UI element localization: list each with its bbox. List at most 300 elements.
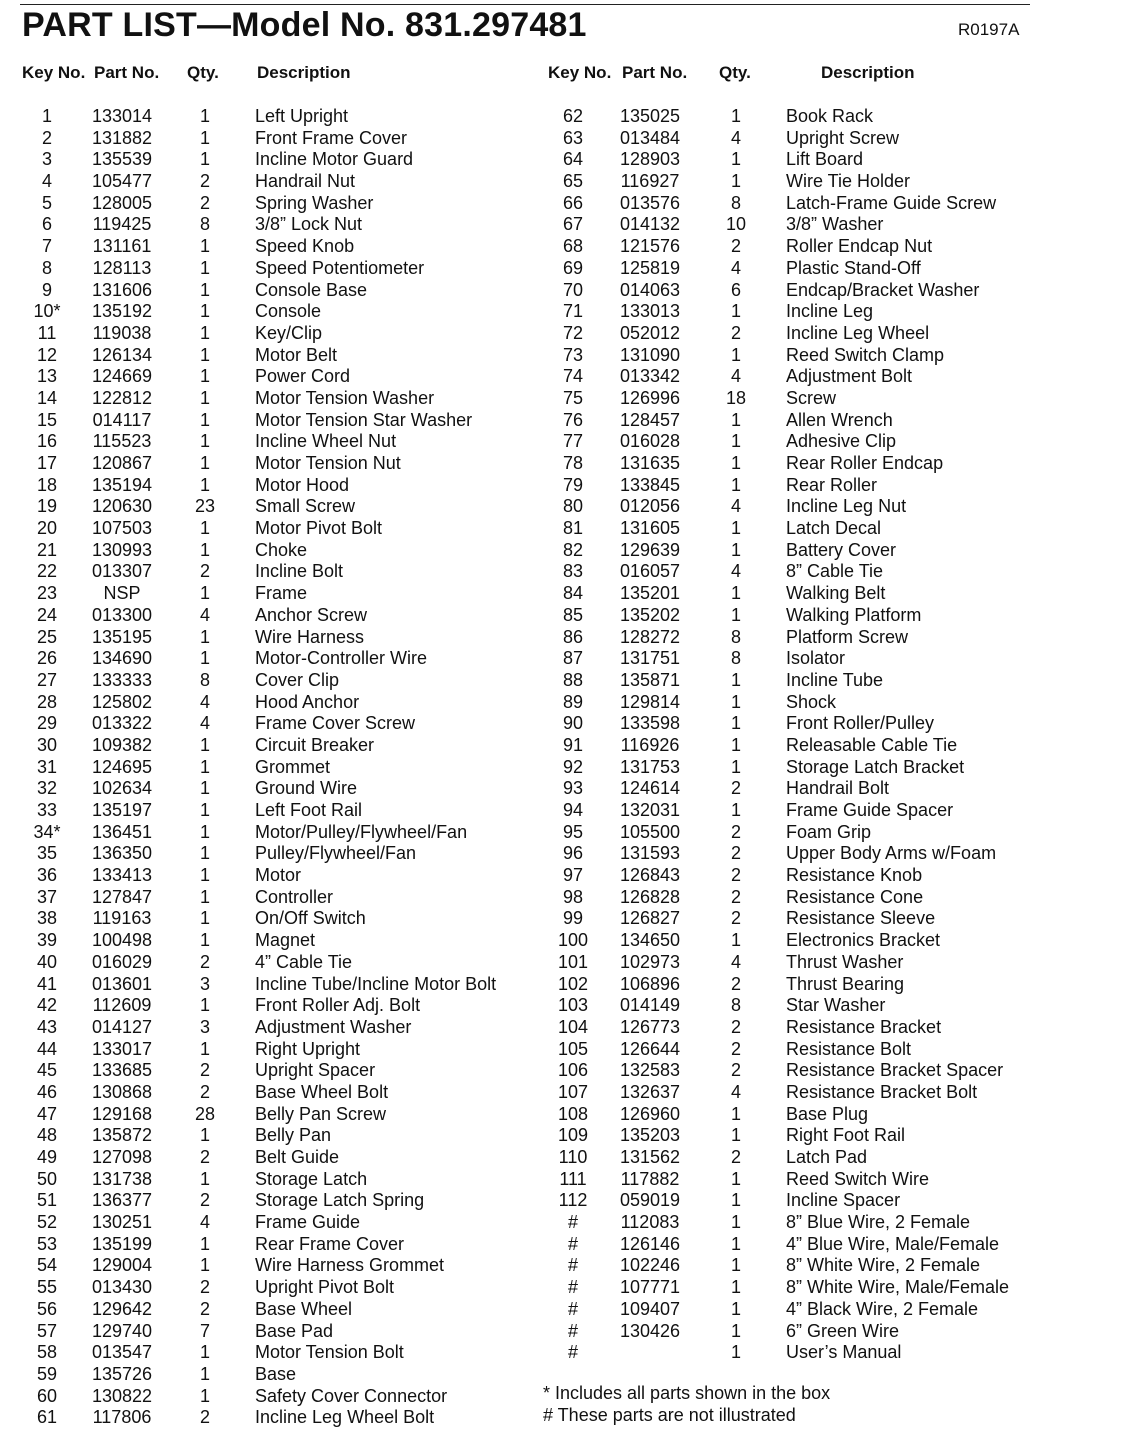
key-number: 13 bbox=[36, 366, 58, 387]
description: Circuit Breaker bbox=[255, 734, 375, 755]
quantity: 1 bbox=[730, 539, 741, 560]
description: Platform Screw bbox=[786, 626, 909, 647]
part-number: NSP bbox=[103, 583, 141, 604]
page-title: PART LIST—Model No. 831.297481 bbox=[22, 6, 587, 44]
part-number: 116927 bbox=[620, 171, 680, 192]
key-number: 18 bbox=[36, 474, 58, 495]
right-header-description: Description bbox=[821, 63, 915, 82]
key-number: 22 bbox=[36, 561, 58, 582]
part-number: 124669 bbox=[91, 366, 153, 387]
quantity: 1 bbox=[199, 279, 210, 300]
quantity: 4 bbox=[199, 604, 210, 625]
part-number: 135203 bbox=[619, 1125, 681, 1146]
description: Left Foot Rail bbox=[255, 800, 363, 820]
part-number: 136377 bbox=[91, 1190, 153, 1211]
quantity: 3 bbox=[199, 1016, 210, 1037]
part-number: 115523 bbox=[92, 431, 152, 452]
quantity: 1 bbox=[199, 756, 210, 777]
right-header-key: Key No. bbox=[548, 63, 612, 82]
quantity: 1 bbox=[199, 583, 210, 604]
part-number: 133685 bbox=[91, 1060, 153, 1081]
key-number: 2 bbox=[41, 127, 52, 148]
part-number: 135195 bbox=[91, 626, 153, 647]
quantity: 1 bbox=[199, 344, 210, 365]
key-number: 23 bbox=[36, 583, 58, 604]
quantity: 1 bbox=[730, 713, 741, 734]
part-number: 129814 bbox=[619, 691, 681, 712]
description: Handrail Bolt bbox=[786, 778, 890, 799]
part-number: 126134 bbox=[91, 344, 153, 365]
part-number: 119163 bbox=[92, 908, 152, 929]
part-number: 134690 bbox=[91, 648, 153, 669]
right-header-qty: Qty. bbox=[719, 63, 751, 82]
description: Latch Pad bbox=[786, 1147, 868, 1167]
quantity: 1 bbox=[730, 301, 741, 322]
description: Rear Roller Endcap bbox=[786, 453, 944, 473]
part-number: 126996 bbox=[619, 387, 681, 408]
key-number: 74 bbox=[562, 366, 584, 387]
key-number: 5 bbox=[41, 192, 52, 213]
part-number: 135201 bbox=[619, 583, 681, 604]
key-number: 46 bbox=[36, 1081, 58, 1102]
quantity: 1 bbox=[730, 1277, 741, 1298]
description: Incline Motor Guard bbox=[255, 149, 414, 170]
quantity: 4 bbox=[730, 1081, 741, 1102]
key-number: 35 bbox=[36, 843, 58, 864]
description: 3/8” Washer bbox=[786, 214, 884, 235]
key-number: 47 bbox=[36, 1103, 58, 1124]
key-number: 81 bbox=[562, 518, 584, 539]
part-number: 136350 bbox=[91, 843, 153, 864]
description: Reed Switch Clamp bbox=[786, 344, 945, 365]
description: Base Wheel Bolt bbox=[255, 1081, 389, 1102]
key-number: 82 bbox=[562, 539, 584, 560]
key-number: 17 bbox=[36, 453, 58, 473]
description: Ground Wire bbox=[255, 778, 358, 799]
key-number: 60 bbox=[36, 1385, 58, 1406]
quantity: 1 bbox=[730, 431, 741, 452]
part-number: 125802 bbox=[91, 691, 153, 712]
key-number: 55 bbox=[36, 1277, 58, 1298]
part-number: 016028 bbox=[619, 431, 681, 452]
quantity: 10 bbox=[725, 214, 747, 235]
quantity: 4 bbox=[730, 561, 741, 582]
quantity: 1 bbox=[199, 301, 210, 322]
description: Reed Switch Wire bbox=[786, 1168, 930, 1189]
description: Resistance Knob bbox=[786, 865, 923, 886]
quantity: 1 bbox=[199, 127, 210, 148]
description: Rear Roller bbox=[786, 474, 878, 495]
quantity: 1 bbox=[730, 669, 741, 690]
description: 4” Black Wire, 2 Female bbox=[786, 1298, 979, 1319]
description: Belt Guide bbox=[255, 1147, 340, 1167]
description: Resistance Bracket Bolt bbox=[786, 1081, 978, 1102]
description: Spring Washer bbox=[255, 192, 374, 213]
key-number: 42 bbox=[36, 995, 58, 1016]
left-header-qty: Qty. bbox=[187, 63, 219, 82]
key-number: # bbox=[567, 1320, 578, 1341]
key-number: 100 bbox=[557, 930, 589, 951]
description: 4” Blue Wire, Male/Female bbox=[786, 1233, 1000, 1254]
part-number: 013601 bbox=[91, 973, 153, 994]
description: Resistance Bolt bbox=[786, 1038, 912, 1059]
quantity: 28 bbox=[194, 1103, 216, 1124]
quantity: 2 bbox=[730, 1060, 741, 1081]
description: Storage Latch Spring bbox=[255, 1190, 425, 1211]
description: Frame bbox=[255, 583, 308, 604]
part-number: 014127 bbox=[91, 1016, 153, 1037]
key-number: 92 bbox=[562, 756, 584, 777]
key-number: 6 bbox=[41, 214, 52, 235]
quantity: 1 bbox=[730, 149, 741, 170]
quantity: 1 bbox=[199, 648, 210, 669]
quantity: 8 bbox=[199, 669, 210, 690]
quantity: 4 bbox=[199, 1212, 210, 1233]
description: User’s Manual bbox=[786, 1342, 902, 1363]
part-number: 107503 bbox=[91, 518, 153, 539]
part-number: 014149 bbox=[619, 995, 681, 1016]
description: Shock bbox=[786, 691, 837, 712]
part-number: 131635 bbox=[619, 453, 681, 473]
quantity: 2 bbox=[730, 908, 741, 929]
quantity: 1 bbox=[199, 734, 210, 755]
key-number: 53 bbox=[36, 1233, 58, 1254]
part-number: 105500 bbox=[619, 821, 681, 842]
quantity: 1 bbox=[730, 1190, 741, 1211]
key-number: 65 bbox=[562, 171, 584, 192]
left-header-key: Key No. bbox=[22, 63, 86, 82]
description: Star Washer bbox=[786, 995, 886, 1016]
quantity: 1 bbox=[199, 995, 210, 1016]
key-number: 96 bbox=[562, 843, 584, 864]
description: Book Rack bbox=[786, 106, 874, 126]
part-number: 128113 bbox=[92, 257, 152, 278]
description: Foam Grip bbox=[786, 821, 872, 842]
part-number: 016057 bbox=[619, 561, 681, 582]
quantity: 2 bbox=[199, 1407, 210, 1428]
key-number: 104 bbox=[557, 1016, 589, 1037]
description: Motor Tension Bolt bbox=[255, 1342, 404, 1363]
part-number: 119038 bbox=[92, 322, 152, 343]
quantity: 2 bbox=[199, 1060, 210, 1081]
description: Motor Hood bbox=[255, 474, 350, 495]
description: Magnet bbox=[255, 930, 316, 951]
description: Cover Clip bbox=[255, 669, 340, 690]
key-number: # bbox=[567, 1212, 578, 1233]
description: Safety Cover Connector bbox=[255, 1385, 448, 1406]
left-header-description: Description bbox=[257, 63, 351, 82]
part-number: 126828 bbox=[619, 886, 681, 907]
key-number: 86 bbox=[562, 626, 584, 647]
key-number: 62 bbox=[562, 106, 584, 126]
description: Controller bbox=[255, 886, 334, 907]
key-number: 99 bbox=[562, 908, 584, 929]
description: Walking Belt bbox=[786, 583, 886, 604]
key-number: 97 bbox=[562, 865, 584, 886]
description: Upper Body Arms w/Foam bbox=[786, 843, 997, 864]
description: Upright Spacer bbox=[255, 1060, 376, 1081]
part-number: 132637 bbox=[619, 1081, 681, 1102]
description: Upright Pivot Bolt bbox=[255, 1277, 395, 1298]
part-number: 131605 bbox=[619, 518, 681, 539]
description: Endcap/Bracket Washer bbox=[786, 279, 980, 300]
description: Incline Wheel Nut bbox=[255, 431, 397, 452]
part-number: 131882 bbox=[91, 127, 153, 148]
key-number: 78 bbox=[562, 453, 584, 473]
key-number: 8 bbox=[41, 257, 52, 278]
description: Motor Tension Nut bbox=[255, 453, 401, 473]
quantity: 8 bbox=[730, 648, 741, 669]
key-number: 45 bbox=[36, 1060, 58, 1081]
part-number: 127098 bbox=[91, 1147, 153, 1167]
quantity: 1 bbox=[199, 1038, 210, 1059]
part-number: 133598 bbox=[619, 713, 681, 734]
key-number: 71 bbox=[562, 301, 584, 322]
key-number: 54 bbox=[36, 1255, 58, 1276]
part-number: 131606 bbox=[91, 279, 153, 300]
part-number: 052012 bbox=[619, 322, 681, 343]
part-number: 131738 bbox=[91, 1168, 153, 1189]
quantity: 1 bbox=[199, 1125, 210, 1146]
description: Motor-Controller Wire bbox=[255, 648, 428, 669]
quantity: 2 bbox=[730, 236, 741, 257]
description: Thrust Bearing bbox=[786, 973, 905, 994]
description: Frame Guide Spacer bbox=[786, 800, 954, 820]
quantity: 1 bbox=[730, 734, 741, 755]
description: 8” White Wire, 2 Female bbox=[786, 1255, 981, 1276]
key-number: 75 bbox=[562, 387, 584, 408]
key-number: # bbox=[567, 1342, 578, 1363]
description: Base Pad bbox=[255, 1320, 334, 1341]
key-number: 88 bbox=[562, 669, 584, 690]
description: Frame Cover Screw bbox=[255, 713, 416, 734]
quantity: 4 bbox=[730, 496, 741, 517]
key-number: 1 bbox=[41, 106, 52, 126]
quantity: 1 bbox=[199, 236, 210, 257]
key-number: 111 bbox=[559, 1168, 587, 1189]
quantity: 1 bbox=[199, 930, 210, 951]
key-number: 106 bbox=[557, 1060, 589, 1081]
key-number: # bbox=[567, 1277, 578, 1298]
quantity: 1 bbox=[730, 1255, 741, 1276]
description: Motor Pivot Bolt bbox=[255, 518, 383, 539]
description: Electronics Bracket bbox=[786, 930, 941, 951]
quantity: 3 bbox=[199, 973, 210, 994]
part-number: 129740 bbox=[91, 1320, 153, 1341]
description: Releasable Cable Tie bbox=[786, 734, 958, 755]
part-number: 135025 bbox=[619, 106, 681, 126]
description: Key/Clip bbox=[255, 322, 323, 343]
key-number: 33 bbox=[36, 800, 58, 820]
part-number: 112609 bbox=[92, 995, 152, 1016]
quantity: 4 bbox=[199, 713, 210, 734]
key-number: 25 bbox=[36, 626, 58, 647]
part-number: 109407 bbox=[619, 1298, 681, 1319]
quantity: 1 bbox=[730, 756, 741, 777]
quantity: 4 bbox=[730, 257, 741, 278]
description: Isolator bbox=[786, 648, 846, 669]
quantity: 23 bbox=[194, 496, 216, 517]
part-number: 127847 bbox=[91, 886, 153, 907]
description: Speed Knob bbox=[255, 236, 355, 257]
key-number: 83 bbox=[562, 561, 584, 582]
description: Right Upright bbox=[255, 1038, 361, 1059]
key-number: 90 bbox=[562, 713, 584, 734]
key-number: # bbox=[567, 1255, 578, 1276]
part-number: 013430 bbox=[91, 1277, 153, 1298]
quantity: 4 bbox=[730, 951, 741, 972]
part-number: 131161 bbox=[92, 236, 152, 257]
part-number: 136451 bbox=[91, 821, 153, 842]
quantity: 8 bbox=[730, 626, 741, 647]
key-number: 57 bbox=[36, 1320, 58, 1341]
key-number: 70 bbox=[562, 279, 584, 300]
part-number: 133017 bbox=[91, 1038, 153, 1059]
part-number: 117882 bbox=[620, 1168, 680, 1189]
quantity: 1 bbox=[730, 583, 741, 604]
description: Front Roller/Pulley bbox=[786, 713, 935, 734]
part-number: 059019 bbox=[619, 1190, 681, 1211]
quantity: 1 bbox=[199, 821, 210, 842]
part-number: 129642 bbox=[91, 1298, 153, 1319]
document-code: R0197A bbox=[958, 20, 1020, 39]
description: Incline Leg Nut bbox=[786, 496, 907, 517]
description: Motor/Pulley/Flywheel/Fan bbox=[255, 821, 468, 842]
part-number: 126644 bbox=[619, 1038, 681, 1059]
quantity: 2 bbox=[199, 1081, 210, 1102]
description: Motor bbox=[255, 865, 302, 886]
description: Wire Tie Holder bbox=[786, 171, 911, 192]
description: Upright Screw bbox=[786, 127, 900, 148]
quantity: 1 bbox=[199, 908, 210, 929]
key-number: 89 bbox=[562, 691, 584, 712]
part-number: 013547 bbox=[91, 1342, 153, 1363]
footnote-included-parts: * Includes all parts shown in the box bbox=[543, 1383, 831, 1403]
description: Grommet bbox=[255, 756, 331, 777]
description: Roller Endcap Nut bbox=[786, 236, 933, 257]
key-number: 61 bbox=[36, 1407, 58, 1428]
key-number: 80 bbox=[562, 496, 584, 517]
quantity: 1 bbox=[199, 474, 210, 495]
quantity: 2 bbox=[730, 778, 741, 799]
part-number: 105477 bbox=[91, 171, 153, 192]
part-number: 122812 bbox=[91, 387, 153, 408]
part-number: 117806 bbox=[92, 1407, 152, 1428]
description: Front Frame Cover bbox=[255, 127, 408, 148]
description: Incline Spacer bbox=[786, 1190, 901, 1211]
quantity: 1 bbox=[730, 518, 741, 539]
key-number: 94 bbox=[562, 800, 584, 820]
key-number: 11 bbox=[37, 322, 57, 343]
description: Handrail Nut bbox=[255, 171, 356, 192]
key-number: 20 bbox=[36, 518, 58, 539]
key-number: 107 bbox=[557, 1081, 589, 1102]
key-number: 76 bbox=[562, 409, 584, 430]
key-number: 48 bbox=[36, 1125, 58, 1146]
key-number: 27 bbox=[36, 669, 58, 690]
key-number: 26 bbox=[36, 648, 58, 669]
description: Incline Leg bbox=[786, 301, 874, 322]
description: 6” Green Wire bbox=[786, 1320, 900, 1341]
quantity: 1 bbox=[199, 1233, 210, 1254]
description: Belly Pan bbox=[255, 1125, 332, 1146]
description: Base bbox=[255, 1363, 297, 1384]
quantity: 2 bbox=[730, 973, 741, 994]
quantity: 1 bbox=[730, 171, 741, 192]
part-number: 135202 bbox=[619, 604, 681, 625]
key-number: 64 bbox=[562, 149, 584, 170]
part-number: 102634 bbox=[91, 778, 153, 799]
description: 8” Blue Wire, 2 Female bbox=[786, 1212, 971, 1233]
part-number: 132031 bbox=[619, 800, 681, 820]
key-number: 84 bbox=[562, 583, 584, 604]
part-number: 120867 bbox=[91, 453, 153, 473]
key-number: 77 bbox=[562, 431, 584, 452]
description: 8” Cable Tie bbox=[786, 561, 884, 582]
part-number: 013322 bbox=[91, 713, 153, 734]
key-number: 103 bbox=[557, 995, 589, 1016]
key-number: 66 bbox=[562, 192, 584, 213]
quantity: 2 bbox=[199, 561, 210, 582]
key-number: 34* bbox=[33, 821, 61, 842]
quantity: 1 bbox=[730, 604, 741, 625]
quantity: 1 bbox=[199, 106, 210, 126]
top-rule bbox=[20, 4, 1030, 5]
description: Walking Platform bbox=[786, 604, 922, 625]
key-number: 15 bbox=[36, 409, 58, 430]
description: Adhesive Clip bbox=[786, 431, 897, 452]
part-number: 133013 bbox=[619, 301, 681, 322]
quantity: 2 bbox=[730, 821, 741, 842]
quantity: 1 bbox=[199, 366, 210, 387]
part-number: 129639 bbox=[619, 539, 681, 560]
part-number: 135199 bbox=[91, 1233, 153, 1254]
quantity: 2 bbox=[199, 192, 210, 213]
part-number: 129004 bbox=[91, 1255, 153, 1276]
description: Console Base bbox=[255, 279, 368, 300]
quantity: 1 bbox=[199, 865, 210, 886]
quantity: 1 bbox=[199, 886, 210, 907]
description: Belly Pan Screw bbox=[255, 1103, 387, 1124]
quantity: 1 bbox=[199, 800, 210, 820]
part-number: 133413 bbox=[91, 865, 153, 886]
part-number: 135872 bbox=[91, 1125, 153, 1146]
part-number: 131751 bbox=[619, 648, 681, 669]
quantity: 2 bbox=[199, 171, 210, 192]
description: Incline Leg Wheel bbox=[786, 322, 930, 343]
part-number: 119425 bbox=[92, 214, 152, 235]
quantity: 8 bbox=[730, 192, 741, 213]
key-number: 4 bbox=[41, 171, 52, 192]
quantity: 7 bbox=[199, 1320, 210, 1341]
description: Thrust Washer bbox=[786, 951, 904, 972]
description: Power Cord bbox=[255, 366, 351, 387]
quantity: 1 bbox=[730, 344, 741, 365]
key-number: 50 bbox=[36, 1168, 58, 1189]
key-number: 43 bbox=[36, 1016, 58, 1037]
description: Lift Board bbox=[786, 149, 864, 170]
part-number: 109382 bbox=[91, 734, 153, 755]
footnote-not-illustrated: # These parts are not illustrated bbox=[543, 1405, 796, 1425]
description: Motor Tension Washer bbox=[255, 387, 435, 408]
key-number: 95 bbox=[562, 821, 584, 842]
quantity: 2 bbox=[730, 322, 741, 343]
part-number: 126773 bbox=[619, 1016, 681, 1037]
description: On/Off Switch bbox=[255, 908, 366, 929]
description: Choke bbox=[255, 539, 308, 560]
key-number: # bbox=[567, 1233, 578, 1254]
key-number: 37 bbox=[36, 886, 58, 907]
